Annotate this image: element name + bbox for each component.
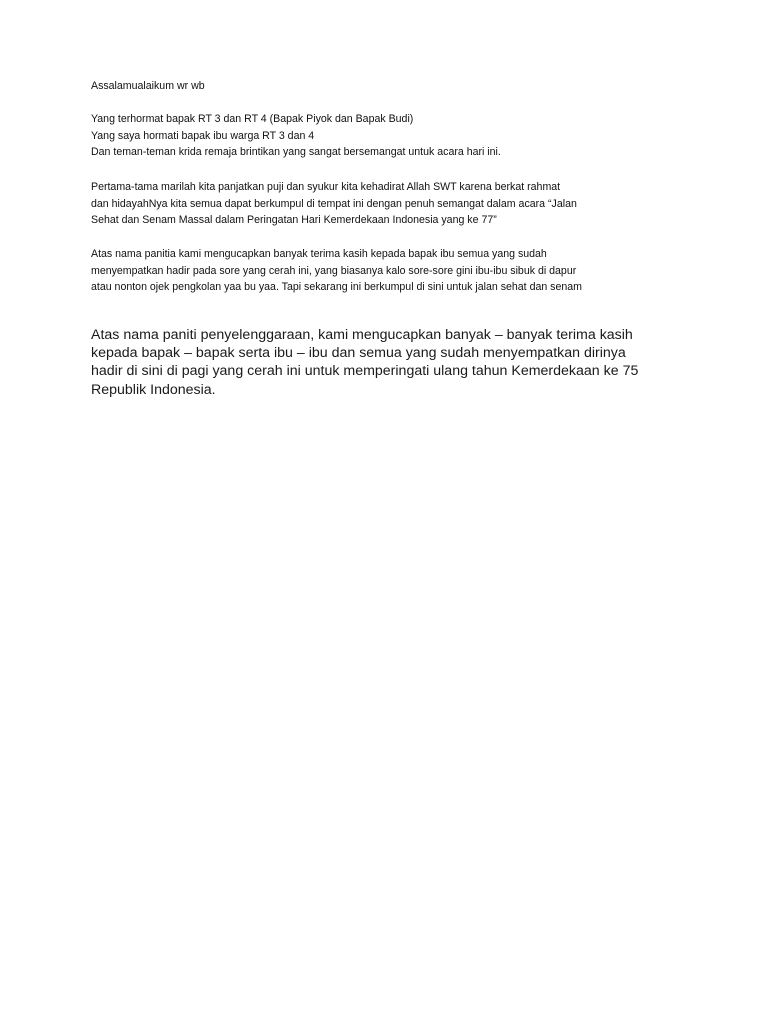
large-line-1: Atas nama paniti penyelenggaraan, kami mengucapkan banyak – banyak terima kasih	[91, 327, 633, 343]
large-line-4: Republik Indonesia.	[91, 381, 216, 398]
large-line-3: hadir di sini di pagi yang cerah ini untuk memperingati ulang tahun Kemerdekaan ke 75	[91, 363, 639, 380]
thanks-paragraph	[91, 246, 711, 296]
thanks-line-1: Atas nama panitia kami mengucapkan banyak terima kasih kepada bapak ibu semua yang sudah	[91, 248, 547, 260]
salutation-line-2: Yang saya hormati bapak ibu warga RT 3 dan 4	[91, 129, 315, 142]
large-line-2: kepada bapak – bapak serta ibu – ibu dan semua yang sudah menyempatkan dirinya	[91, 345, 626, 362]
salutation-line-1: Yang terhormat bapak RT 3 dan RT 4 (Bapak Piyok dan Bapak Budi)	[91, 113, 414, 125]
opening-paragraph	[91, 179, 711, 229]
opening-line-3: Sehat dan Senam Massal dalam Peringatan Hari Kemerdekaan Indonesia yang ke 77”	[91, 214, 497, 227]
greeting-line: Assalamualaikum wr wb	[91, 80, 205, 92]
salutation-paragraph	[91, 111, 711, 161]
opening-line-2: dan hidayahNya kita semua dapat berkumpul di tempat ini dengan penuh semangat dalam acara “Jalan	[91, 197, 577, 210]
thanks-line-2: menyempatkan hadir pada sore yang cerah ini, yang biasanya kalo sore-sore gini ibu-ibu sibuk di dapur	[91, 264, 577, 277]
salutation-line-3: Dan teman-teman krida remaja brintikan yang sangat bersemangat untuk acara hari ini.	[91, 146, 501, 159]
greeting-paragraph	[91, 78, 711, 95]
thanks-line-3: atau nonton ojek pengkolan yaa bu yaa. Tapi sekarang ini berkumpul di sini untuk jalan sehat dan senam	[91, 281, 582, 294]
opening-line-1: Pertama-tama marilah kita panjatkan puji dan syukur kita kehadirat Allah SWT karena berkat rahmat	[91, 181, 561, 193]
large-thanks-paragraph	[91, 326, 711, 399]
